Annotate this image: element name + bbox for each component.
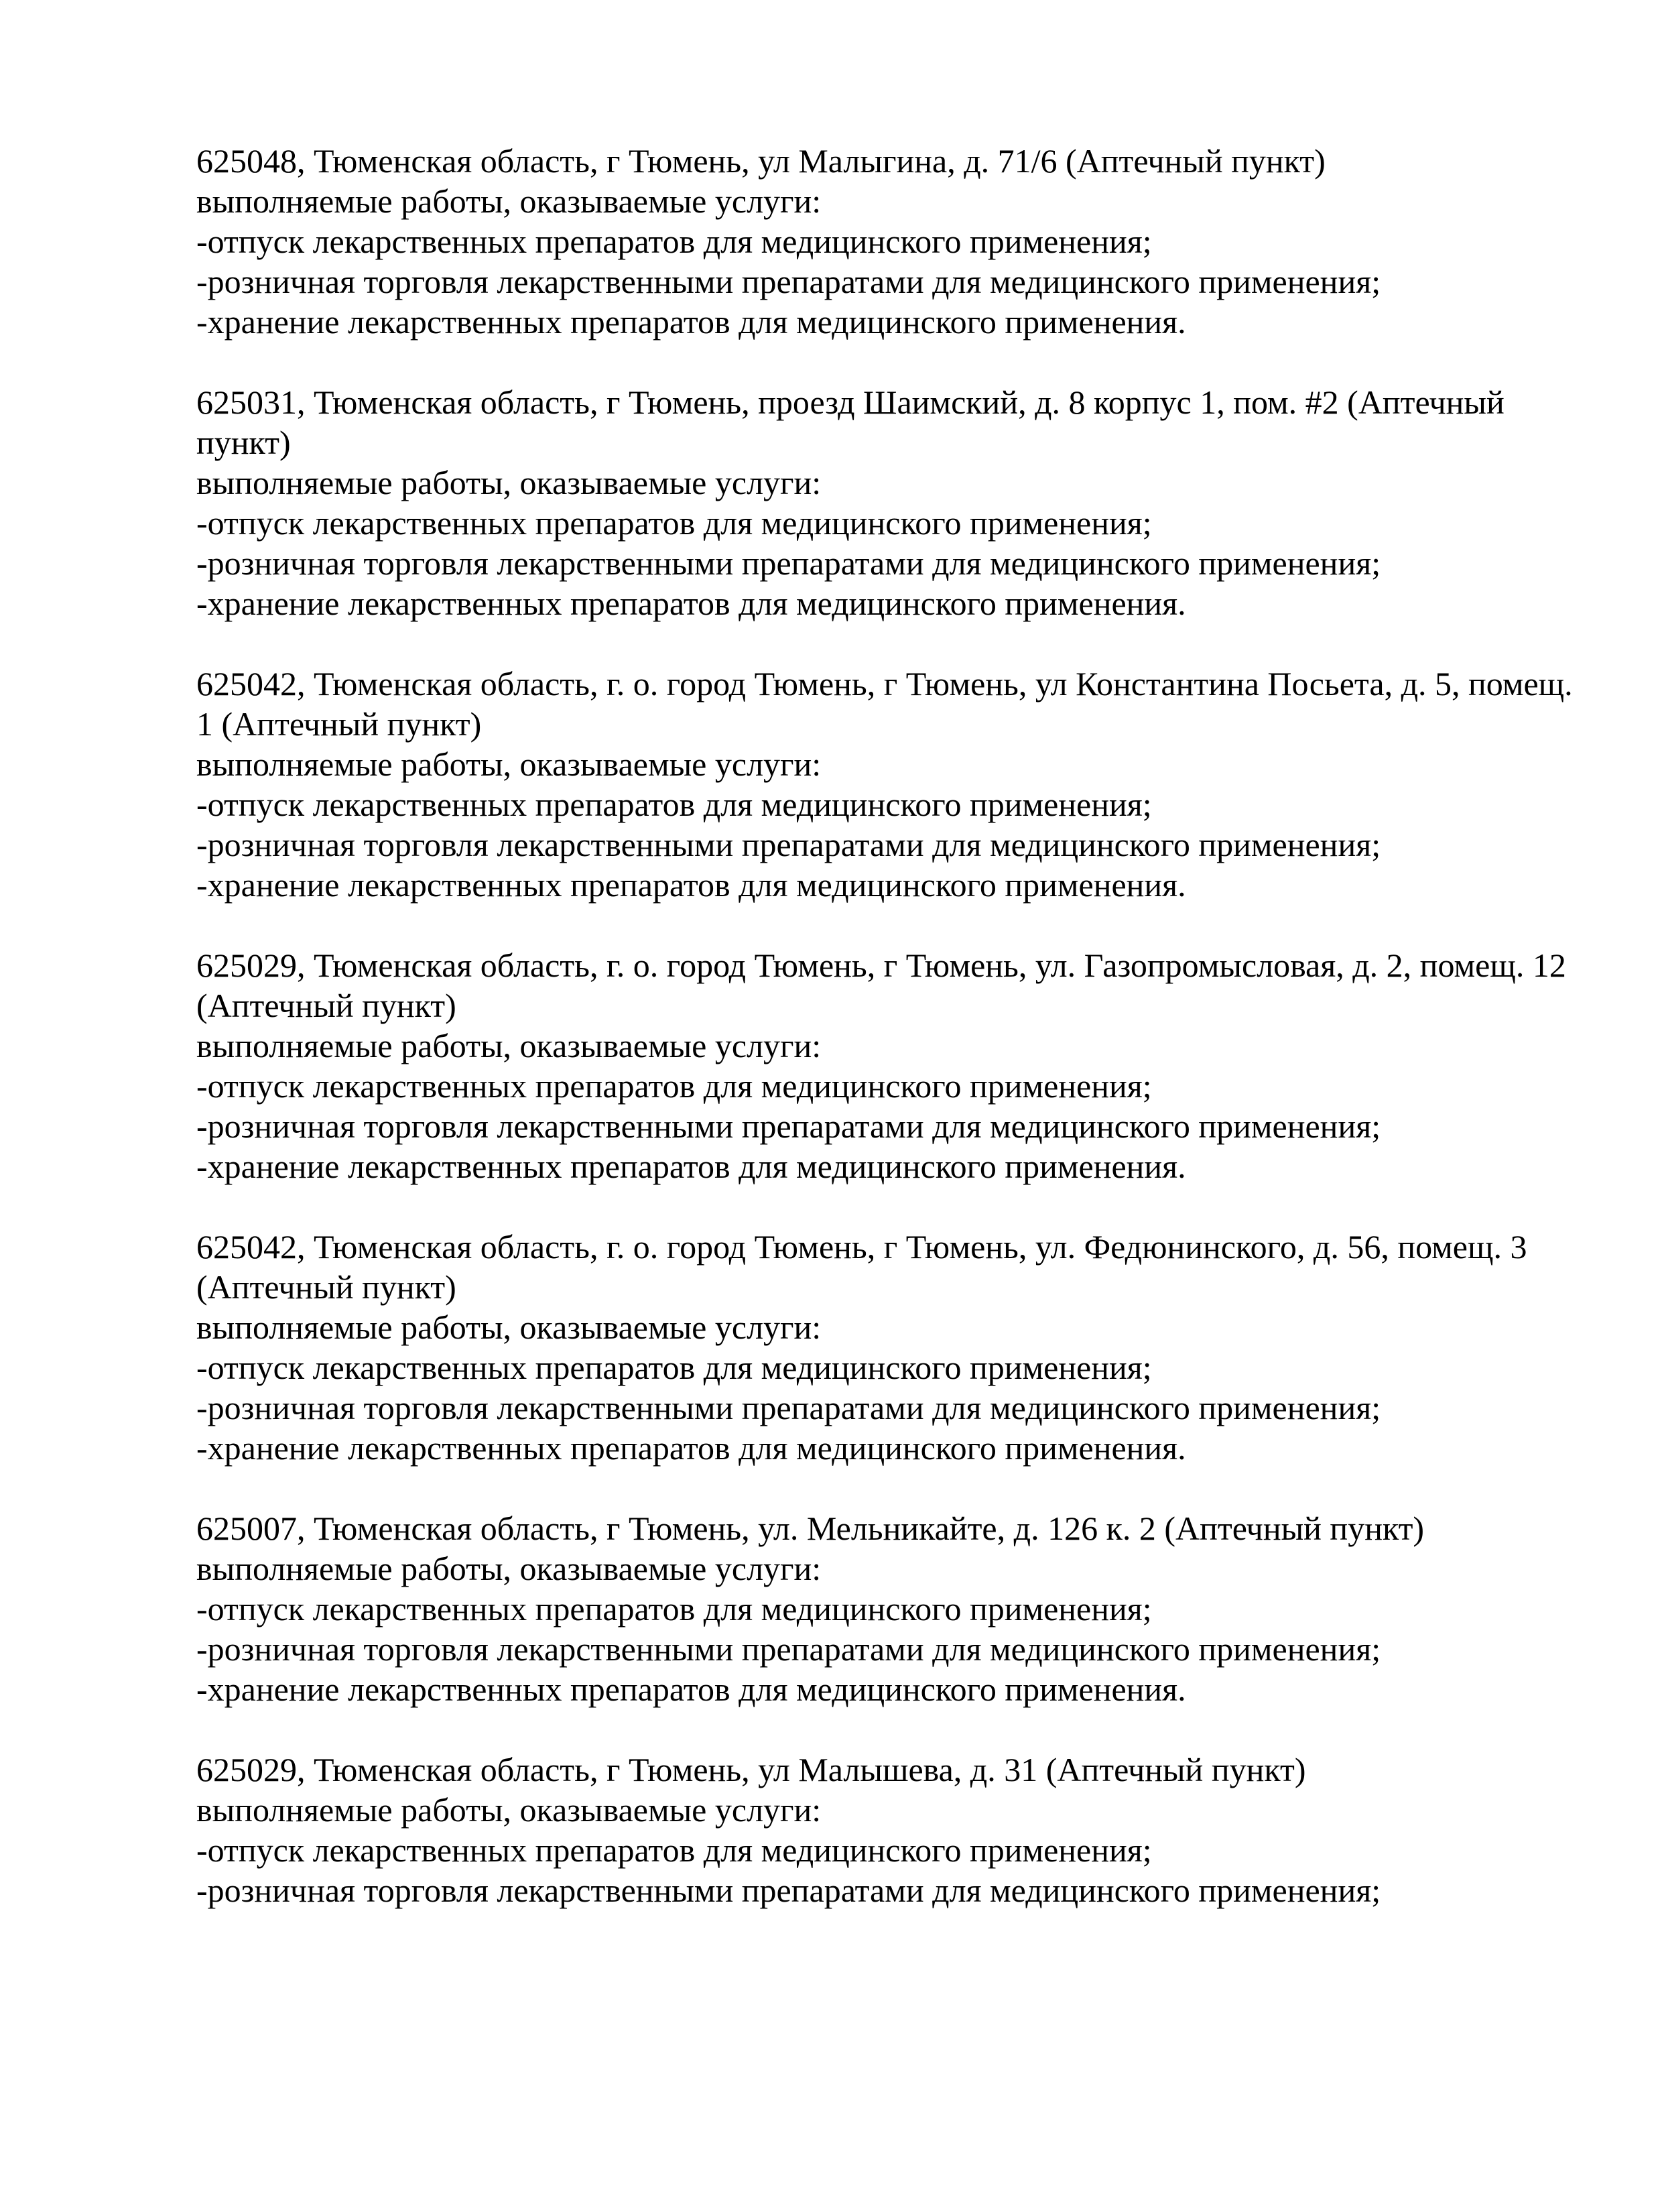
address-line: 625048, Тюменская область, г Тюмень, ул Малыгина, д. 71/6 (Аптечный пункт) [196, 142, 1326, 180]
license-entry [196, 382, 1578, 623]
license-entry [196, 945, 1578, 1186]
license-entry [196, 1227, 1578, 1468]
service-line: -отпуск лекарственных препаратов для медицинского применения; [196, 786, 1152, 823]
service-list [196, 1066, 1578, 1186]
address-line: 625042, Тюменская область, г. о. город Тюмень, г Тюмень, ул Константина Посьета, д. 5, помещ. [196, 665, 1573, 702]
address-line: 625029, Тюменская область, г. о. город Тюмень, г Тюмень, ул. Газопромысловая, д. 2, помещ. 12 [196, 946, 1566, 984]
license-entry [196, 1508, 1578, 1709]
service-line: -розничная торговля лекарственными препаратами для медицинского применения; [196, 1630, 1381, 1668]
license-entry [196, 664, 1578, 905]
service-line: -розничная торговля лекарственными препаратами для медицинского применения; [196, 263, 1381, 300]
entry-address [196, 1508, 1578, 1548]
service-line: -розничная торговля лекарственными препаратами для медицинского применения; [196, 1107, 1381, 1145]
license-entry [196, 1749, 1578, 1910]
service-line: -отпуск лекарственных препаратов для медицинского применения; [196, 1067, 1152, 1105]
address-line: (Аптечный пункт) [196, 1268, 456, 1306]
service-line: -хранение лекарственных препаратов для медицинского применения. [196, 1670, 1186, 1708]
service-line: -отпуск лекарственных препаратов для медицинского применения; [196, 1590, 1152, 1627]
services-header: выполняемые работы, оказываемые услуги: [196, 182, 822, 220]
service-line: -отпуск лекарственных препаратов для медицинского применения; [196, 1349, 1152, 1386]
entry-address [196, 1749, 1578, 1790]
service-line: -розничная торговля лекарственными препаратами для медицинского применения; [196, 826, 1381, 863]
entry-address [196, 382, 1578, 463]
services-header: выполняемые работы, оказываемые услуги: [196, 1027, 822, 1064]
service-line: -хранение лекарственных препаратов для медицинского применения. [196, 1429, 1186, 1467]
service-list [196, 1347, 1578, 1468]
address-line: 1 (Аптечный пункт) [196, 705, 482, 743]
service-list [196, 503, 1578, 623]
service-list [196, 1589, 1578, 1709]
service-list [196, 221, 1578, 342]
service-line: -розничная торговля лекарственными препаратами для медицинского применения; [196, 544, 1381, 582]
address-line: 625007, Тюменская область, г Тюмень, ул. Мельникайте, д. 126 к. 2 (Аптечный пункт) [196, 1510, 1425, 1547]
services-header: выполняемые работы, оказываемые услуги: [196, 464, 822, 501]
services-header: выполняемые работы, оказываемые услуги: [196, 1550, 822, 1587]
entry-address [196, 1227, 1578, 1307]
address-line: 625042, Тюменская область, г. о. город Тюмень, г Тюмень, ул. Федюнинского, д. 56, помещ. 3 [196, 1228, 1527, 1266]
service-line: -отпуск лекарственных препаратов для медицинского применения; [196, 1831, 1152, 1869]
service-line: -отпуск лекарственных препаратов для медицинского применения; [196, 504, 1152, 542]
service-line: -отпуск лекарственных препаратов для медицинского применения; [196, 223, 1152, 260]
service-line: -хранение лекарственных препаратов для медицинского применения. [196, 866, 1186, 904]
service-list [196, 784, 1578, 905]
service-line: -хранение лекарственных препаратов для медицинского применения. [196, 303, 1186, 341]
license-entry [196, 141, 1578, 342]
address-line: 625031, Тюменская область, г Тюмень, проезд Шаимский, д. 8 корпус 1, пом. #2 (Аптечный [196, 383, 1505, 421]
entry-address [196, 945, 1578, 1026]
service-line: -розничная торговля лекарственными препаратами для медицинского применения; [196, 1871, 1381, 1909]
entry-address [196, 141, 1578, 181]
address-line: пункт) [196, 424, 291, 461]
service-line: -хранение лекарственных препаратов для медицинского применения. [196, 585, 1186, 622]
services-header: выполняемые работы, оказываемые услуги: [196, 1791, 822, 1829]
services-header: выполняемые работы, оказываемые услуги: [196, 745, 822, 783]
service-list [196, 1830, 1578, 1910]
services-header: выполняемые работы, оказываемые услуги: [196, 1308, 822, 1346]
address-line: 625029, Тюменская область, г Тюмень, ул Малышева, д. 31 (Аптечный пункт) [196, 1751, 1306, 1788]
service-line: -хранение лекарственных препаратов для медицинского применения. [196, 1148, 1186, 1185]
entry-address [196, 664, 1578, 744]
address-line: (Аптечный пункт) [196, 987, 456, 1024]
service-line: -розничная торговля лекарственными препаратами для медицинского применения; [196, 1389, 1381, 1426]
